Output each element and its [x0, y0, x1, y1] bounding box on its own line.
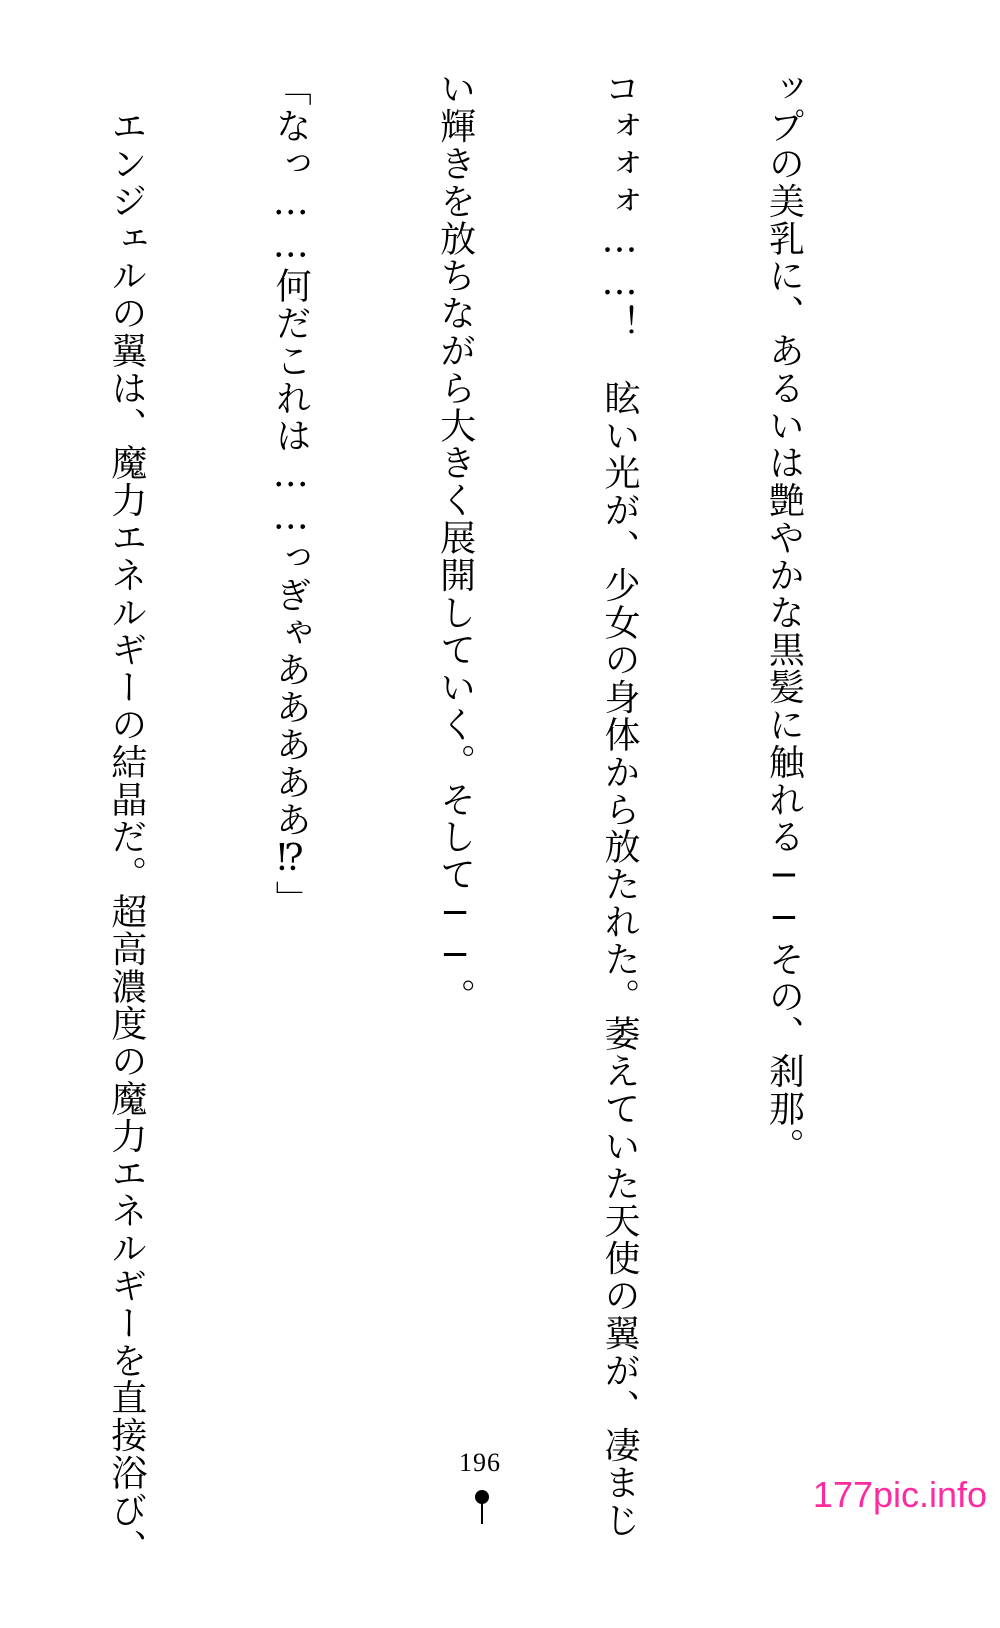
- watermark: 177pic.info: [800, 1466, 1000, 1524]
- text-line: コォォォ……！ 眩い光が、少女の身体から放たれた。萎えていた天使の翼が、凄まじ: [599, 70, 641, 1539]
- marker-line: [481, 1502, 483, 1524]
- page-number: 196: [459, 1448, 501, 1477]
- text-line: ップの美乳に、あるいは艶やかな黒髪に触れる──その、刹那。: [763, 70, 805, 1165]
- text-line: い輝きを放ちながら大きく展開していく。そして──。: [434, 70, 476, 1015]
- text-line: エンジェルの翼は、魔力エネルギーの結晶だ。超高濃度の魔力エネルギーを直接浴び、: [105, 70, 147, 1566]
- page-marker-icon: [481, 1490, 483, 1524]
- text-line: 「なっ……何だこれは……っぎゃあああああ⁉」: [270, 70, 312, 918]
